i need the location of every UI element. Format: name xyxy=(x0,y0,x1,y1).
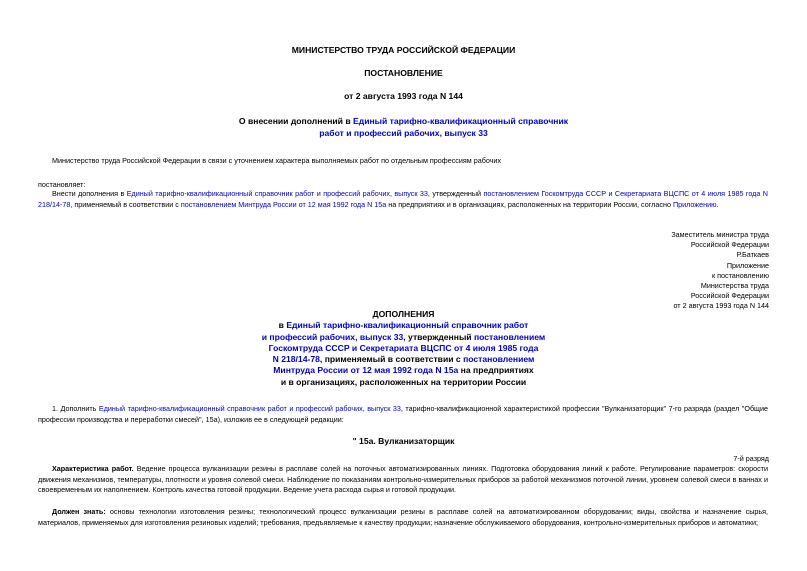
characteristic-paragraph xyxy=(38,464,768,496)
title-prefix: О внесении дополнений в xyxy=(238,116,354,126)
additions-link-etks[interactable]: Единый тарифно-квалификационный справочник работ xyxy=(286,320,529,331)
date-number: от 2 августа 1993 года N 144 xyxy=(344,91,463,101)
additions-link-number[interactable]: N 218/14-78 xyxy=(272,354,320,365)
additions-text-5: на предприятиях xyxy=(458,365,534,376)
body-paragraph xyxy=(38,189,768,210)
appendix-line-4: Российской Федерации xyxy=(690,291,769,301)
link-mintrud-resolution[interactable]: постановлением Минтруда России от 12 мая 1992 года N 15а xyxy=(180,199,387,209)
additions-heading-block xyxy=(0,309,807,388)
item-1-paragraph xyxy=(38,404,768,425)
additions-link-goskomtrud[interactable]: Госкомтруда СССР и Секретариата ВЦСПС от 4 июля 1985 года xyxy=(268,342,539,353)
profession-title: " 15а. Вулканизаторщик xyxy=(352,436,455,446)
grade-label: 7-й разряд xyxy=(733,454,769,463)
body-text-3: , применяемый в соответствии с xyxy=(70,199,181,209)
characteristic-text: Ведение процесса вулканизации резины в расплаве солей на поточных автоматизированных линиях. Подготовка оборудования линий к работе. Регулирование параметров: скорости движения механизмов, температуры, плотности и уровня солевой смеси. Наблюдение по показаниям контрольно-измерительных приборов за работой механизмов поточной линии, уровнем солевой смеси в ваннах и своевременным их наполнением. Контроль качества готовой продукции. Ведение учета расхода сырья и готовой продукции. xyxy=(38,464,768,494)
intro-paragraph xyxy=(52,156,501,167)
link-etks-33[interactable]: Единый тарифно-квалификационный справочник работ и профессий рабочих, выпуск 33 xyxy=(126,189,428,198)
additions-heading: ДОПОЛНЕНИЯ xyxy=(372,309,435,319)
must-know-label: Должен знать: xyxy=(52,507,106,516)
link-appendix[interactable]: Приложению xyxy=(672,199,717,209)
signature-name: Р.Баткаев xyxy=(736,250,769,260)
profession-title-block xyxy=(0,436,807,446)
appendix-line-3: Министерства труда xyxy=(700,281,769,291)
doc-type: ПОСТАНОВЛЕНИЕ xyxy=(364,68,443,78)
document-title xyxy=(0,116,807,139)
appendix-label: Приложение xyxy=(726,260,769,270)
signature-position-2: Российской Федерации xyxy=(690,240,769,250)
body-text-2: , утвержденный xyxy=(427,189,484,198)
additions-link-resolution-2[interactable]: постановлением xyxy=(463,354,535,365)
ministry-heading xyxy=(0,45,807,55)
must-know-paragraph xyxy=(38,507,768,528)
additions-link-resolution[interactable]: постановлением xyxy=(473,331,546,342)
additions-text-1: в xyxy=(278,320,287,331)
item-1-text-2: , тарифно-квалификационной характеристикой профессии "Вулканизаторщик" 7-го разряда (раздел "Общие профессии производства и переработки смесей", 15а), изложив ее в следующей редакции: xyxy=(38,404,768,424)
must-know-text: основы технологии изготовления резины; технологический процесс вулканизации резины в расплаве солей на автоматизированном оборудовании; виды, свойства и назначение сырья, материалов, применяемых для изготовления резиновых изделий; требования, предъявляемые к качеству продукции; назначение обслуживаемого оборудования, контрольно-измерительных приборов и автоматики; xyxy=(38,507,768,527)
resolves-text: постановляет: xyxy=(38,180,86,189)
link-goskomtrud-resolution[interactable]: постановлением Госкомтруда СССР и Секретариата ВЦСПС от 4 июля 1985 года N 218/14-78 xyxy=(38,189,768,209)
ministry-name: МИНИСТЕРСТВО ТРУДА РОССИЙСКОЙ ФЕДЕРАЦИИ xyxy=(291,45,516,55)
additions-link-etks-2[interactable]: и профессий рабочих, выпуск 33 xyxy=(261,331,404,342)
item-1-link-etks[interactable]: Единый тарифно-квалификационный справочник работ и профессий рабочих, выпуск 33 xyxy=(98,404,401,413)
body-text-5: . xyxy=(716,199,719,209)
date-number-heading xyxy=(0,91,807,101)
appendix-line-2: к постановлению xyxy=(711,270,769,280)
title-link-line1[interactable]: Единый тарифно-квалификационный справочник xyxy=(353,116,569,126)
additions-text-2: , утвержденный xyxy=(403,331,474,342)
signature-block xyxy=(671,230,769,312)
item-1-text-1: 1. Дополнить xyxy=(52,404,99,413)
body-text-4: на предприятиях и в организациях, расположенных на территории России, согласно xyxy=(386,199,673,209)
signature-position-1: Заместитель министра труда xyxy=(671,230,769,239)
characteristic-label: Характеристика работ. xyxy=(52,464,134,473)
additions-text-6: и в организациях, расположенных на территории России xyxy=(280,376,527,387)
grade-block xyxy=(733,454,769,464)
intro-text: Министерство труда Российской Федерации в связи с уточнением характера выполняемых работ по отдельным профессиям рабочих xyxy=(52,156,502,165)
additions-link-mintrud[interactable]: Минтруда России от 12 мая 1992 года N 15а xyxy=(273,365,459,376)
additions-text-4: , применяемый в соответствии с xyxy=(319,354,464,365)
title-link-line2[interactable]: работ и профессий рабочих, выпуск 33 xyxy=(319,127,488,138)
appendix-line-5: от 2 августа 1993 года N 144 xyxy=(673,301,769,311)
doc-type-heading xyxy=(0,68,807,78)
body-text-1: Внести дополнения в xyxy=(52,189,127,198)
